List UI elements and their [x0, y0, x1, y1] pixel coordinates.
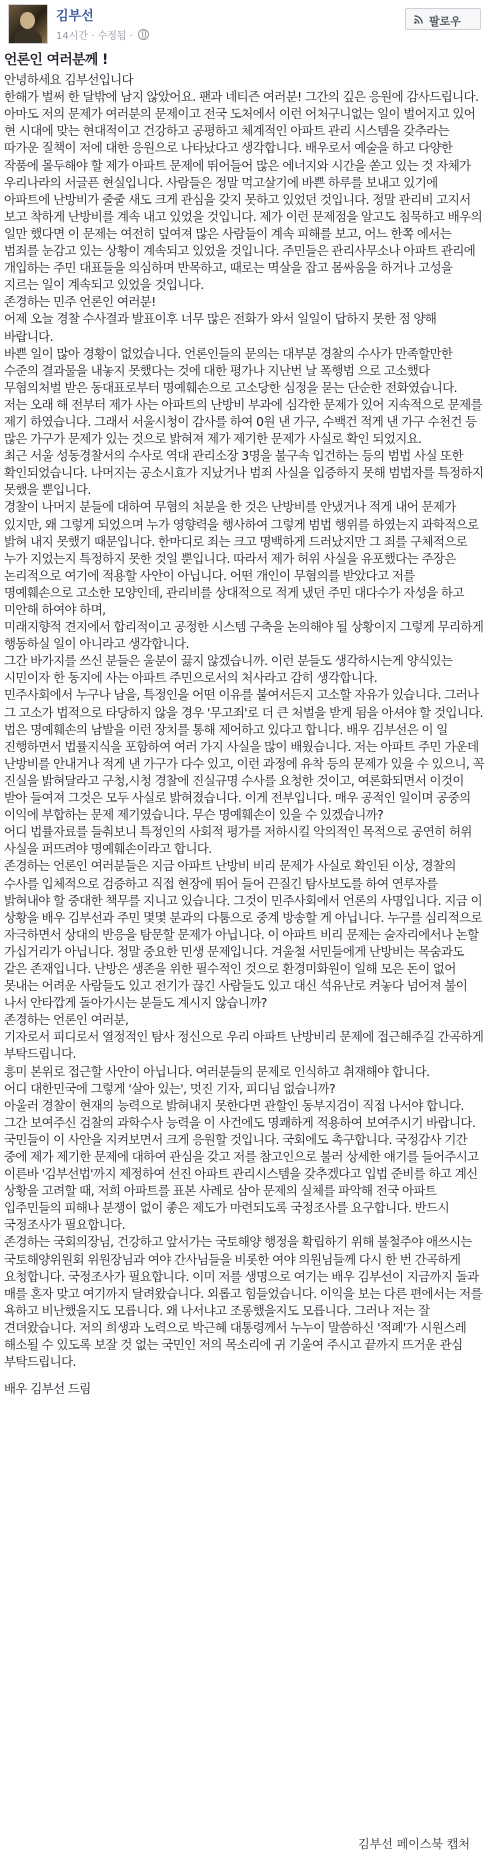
meta-separator: · — [91, 31, 98, 42]
follow-button[interactable] — [405, 8, 481, 30]
post-paragraph: 미래지향적 견지에서 합리적이고 공정한 시스템 구축을 논의해야 될 상황이지 그렇게 무리하게 행동하실 일이 아니라고 생각합니다. — [4, 619, 484, 652]
post-signature: 배우 김부선 드림 — [4, 1381, 91, 1397]
source-credit: 김부선 페이스북 캡처 — [358, 1837, 470, 1851]
post-paragraph: 존경하는 민주 언론인 여러분! — [4, 294, 156, 310]
follow-label: 팔로우 — [429, 15, 461, 28]
post-paragraph: 최근 서울 성동경찰서의 수사로 역대 관리소장 3명을 불구속 입건하는 등의 범법 사실 또한 확인되었습니다. 나머지는 공소시효가 지났거나 범죄 사실을 입증하지 못해 범법자를 특정하지 못했을 뿐입니다. — [4, 448, 484, 498]
post-paragraph: 존경하는 국회의장님, 건강하고 앞서가는 국토해양 행정을 확립하기 위해 불철주야 애쓰시는 국토해양위원회 위원장님과 여야 간사님들을 비롯한 여야 의원님들께 다시 한 번 간곡하게 요청합니다. 국정조사가 필요합니다. 이미 저를 생명으로 여기는 배우 김부선이 지금까지 돌과 매를 혼자 맞고 여기까지 달려왔습니다. 외롭고 힘들었습니다. 이익을 보는 다른 편에서는 저를 욕하고 비난했을지도 모릅니다. 왜 나서냐고 조롱했을지도 모릅니다. 그러나 저는 잘 견뎌왔습니다. 저의 희생과 노력으로 박근혜 대통령께서 누누이 말씀하신 '적폐'가 시원스레 해소될 수 있도록 보잘 것 없는 국민인 저의 목소리에 귀 기울여 주시고 끝까지 뜨거운 관심 부탁드립니다. — [4, 1234, 482, 1370]
post-paragraph: 안녕하세요 김부선입니다 — [4, 72, 134, 88]
post-paragraph: 민주사회에서 누구나 남을, 특정인을 어떤 이유를 붙여서든지 고소할 자유가 있습니다. 그러나 그 고소가 법적으로 타당하지 않을 경우 '무고죄'로 더 큰 처벌을 받게 됨을 아셔야 할 것입니다. 법은 명예훼손의 남발을 이런 장치를 통해 제어하고 있다고 합니다. 배우 김부선은 이 일 진행하면서 법률지식을 포함하여 여러 가지 사실을 많이 배웠습니다. 저는 아파트 주민 가운데 난방비를 안내거나 적게 낸 가구가 다수 있고, 이런 과정에 유착 등의 문제가 있을 수 있으니, 꼭 진실을 밝혀달라고 구청,시청 경찰에 진실규명 수사를 요청한 것이고, 여론화되면서 이것이 받아 들여져 그것은 모두 사실로 밝혀졌습니다. 이게 전부입니다. 매우 공적인 일이며 공중의 이익에 부합하는 문제 제기였습니다. 무슨 명예훼손이 있을 수 있겠습니까? — [4, 687, 485, 823]
post-meta — [56, 27, 149, 42]
post-paragraph: 경찰이 나머지 분들에 대하여 무혐의 처분을 한 것은 난방비를 안냈거나 적게 내어 문제가 있지만, 왜 그렇게 되었으며 누가 영향력을 행사하여 그렇게 범법 행위를 하였는지 과학적으로 밝혀 내지 못했기 때문입니다. 한마디로 죄는 크고 명백하게 드러났지만 그 죄를 구체적으로 누가 지었는지 특정하지 못한 것일 뿐입니다. 따라서 제가 허위 사실을 유포했다는 주장은 논리적으로 여기에 적용할 사안이 아닙니다. 어떤 개인이 무혐의를 받았다고 저를 명예훼손으로 고소한 모양인데, 관리비를 상대적으로 적게 냈던 주민 대다수가 자성을 하고 미안해 하여야 하며, — [4, 499, 479, 617]
post-headline: 언론인 여러분께 ! — [4, 52, 108, 68]
author-name[interactable]: 김부선 — [56, 9, 94, 24]
post-paragraph: 바쁜 일이 많아 경황이 없었습니다. 언론인들의 문의는 대부분 경찰의 수사가 만족할만한 수준의 결과물을 내놓지 못했다는 것에 대한 평가나 지난번 날 폭행범 으로 고소했다 무혐의처벌 받은 동대표로부터 명예훼손으로 고소당한 심정을 묻는 단순한 전화였습니다. — [4, 345, 458, 395]
post-paragraph: 흥미 본위로 접근할 사안이 아닙니다. 여러분들의 문제로 인식하고 취재해야 합니다. — [4, 1063, 430, 1079]
post-paragraph: 한해가 벌써 한 달밖에 남지 않았어요. 팬과 네티즌 여러분! 그간의 깊은 응원에 감사드립니다. 아마도 저의 문제가 여러분의 문제이고 전국 도처에서 이런 어처구니없는 일이 벌어지고 있어 현 시대에 맞는 현대적이고 건강하고 공평하고 체계적인 아파트 관리 시스템을 갖추라는 따가운 질책이 저에 대한 응원으로 나타났다고 생각합니다. 배우로서 예술을 하고 다양한 작품에 몰두해야 할 제가 아파트 문제에 뛰어들어 많은 에너지와 시간을 쏟고 있는 것 자체가 우리나라의 서글픈 현실입니다. 사람들은 정말 먹고살기에 바쁜 하루를 보내고 있기에 아파트에 난방비가 줄줄 새도 크게 관심을 갖지 못하고 있었던 것입니다. 정말 관리비 고지서 보고 착하게 난방비를 계속 내고 있었을 것입니다. 제가 이런 문제점을 알고도 침묵하고 배우의 일만 했다면 이 문제는 여전히 덮여져 많은 사람들이 계속 피해를 보고, 어느 한쪽 에서는 범죄를 눈감고 있는 상황이 계속되고 있었을 것입니다. 주민들은 관리사무소나 아파트 관리에 개입하는 주민 대표들을 의심하며 반목하고, 때로는 멱살을 잡고 몸싸움을 하거나 고성을 지르는 일이 계속되고 있었을 것입니다. — [4, 89, 482, 293]
post-paragraph: 어디 대한민국에 그렇게 '살아 있는', 멋진 기자, 피디님 없습니까? — [4, 1080, 336, 1096]
globe-icon — [138, 29, 149, 40]
post-paragraph: 어디 법률자료를 들춰보니 특정인의 사회적 평가를 저하시킬 악의적인 목적으로 공연히 허위 사실을 퍼뜨려야 명예훼손이라고 합니다. — [4, 824, 472, 857]
post-header — [0, 0, 490, 50]
avatar[interactable] — [8, 4, 48, 44]
post-body — [4, 52, 486, 1822]
post-paragraph: 기자로서 피디로서 열정적인 탐사 정신으로 우리 아파트 난방비리 문제에 접근해주길 간곡하게 부탁드립니다. — [4, 1029, 484, 1062]
edited-label[interactable]: 수정됨 — [97, 31, 127, 42]
post-paragraph: 저는 오래 해 전부터 제가 사는 아파트의 난방비 부과에 심각한 문제가 있어 지속적으로 문제를 제기 하였습니다. 그래서 서울시청이 감사를 하여 0원 낸 가구, 수백건 적게 낸 가구 수천건 등 많은 가구가 문제가 있는 것으로 밝혀져 제가 제기한 문제가 사실로 확인 되었지요. — [4, 396, 482, 447]
post-time[interactable]: 14시간 — [56, 31, 89, 42]
post-paragraph: 존경하는 언론인 여러분, — [4, 1012, 129, 1028]
post-paragraph: 어제 오늘 경찰 수사결과 발표이후 너무 많은 전화가 와서 일일이 답하지 못한 점 양해 바랍니다. — [4, 311, 437, 344]
post-paragraph: 그간 바가지를 쓰신 분들은 울분이 끓지 않겠습니까. 이런 분들도 생각하시는게 양식있는 시민이자 한 동지에 사는 아파트 주민으로서의 처사라고 감히 생각합니다. — [4, 653, 453, 686]
meta-separator: · — [129, 31, 137, 42]
rss-icon — [414, 15, 423, 24]
post-paragraph: 아울러 경찰이 현재의 능력으로 밝혀내지 못한다면 관할인 동부지검이 직접 나서야 합니다. 그간 보여주신 검찰의 과학수사 능력을 이 사건에도 명쾌하게 적용하여 보여주시기 바랍니다. 국민들이 이 사안을 지켜보면서 크게 응원할 것입니다. 국회에도 촉구합니다. 국정감사 기간 중에 제가 제기한 문제에 대하여 관심을 갖고 저를 참고인으로 불러 상세한 얘기를 들어주시고 이른바 '김부선법'까지 제정하여 선진 아파트 관리시스템을 갖추겠다고 입법 준비를 하고 계신 상황을 고려할 때, 저희 아파트를 표본 사례로 삼아 문제의 실체를 파악해 전국 아파트 입주민들의 피해나 분쟁이 없이 좋은 제도가 마련되도록 국정조사를 요구합니다. 반드시 국정조사가 필요합니다. — [4, 1097, 479, 1233]
post-paragraph: 존경하는 언론인 여러분들은 지금 아파트 난방비 비리 문제가 사실로 확인된 이상, 경찰의 수사를 입체적으로 검증하고 직접 현장에 뛰어 들어 끈질긴 탐사보도를 하여 연루자를 밝혀내야 할 중대한 책무를 지니고 있습니다. 그것이 민주사회에서 언론의 사명입니다. 지금 이 상황을 배우 김부선과 주민 몇몇 분과의 다툼으로 중계 방송할 게 아닙니다. 누구를 심리적으로 자극하면서 상대의 반응을 탐문할 문제가 아닙니다. 이 아파트 비리 문제는 술자리에서나 논할 가십거리가 아닙니다. 정말 중요한 민생 문제입니다. 겨울철 서민들에게 난방비는 목숨과도 같은 존재입니다. 난방은 생존을 위한 필수적인 것으로 환경미화원이 일해 모은 돈이 없어 못내는 어려운 사람들도 있고 전기가 끊긴 사람들도 있고 대신 석유난로 켜놓다 넘어져 불이 나서 안타깝게 돌아가시는 분들도 계시지 않습니까? — [4, 858, 482, 1011]
